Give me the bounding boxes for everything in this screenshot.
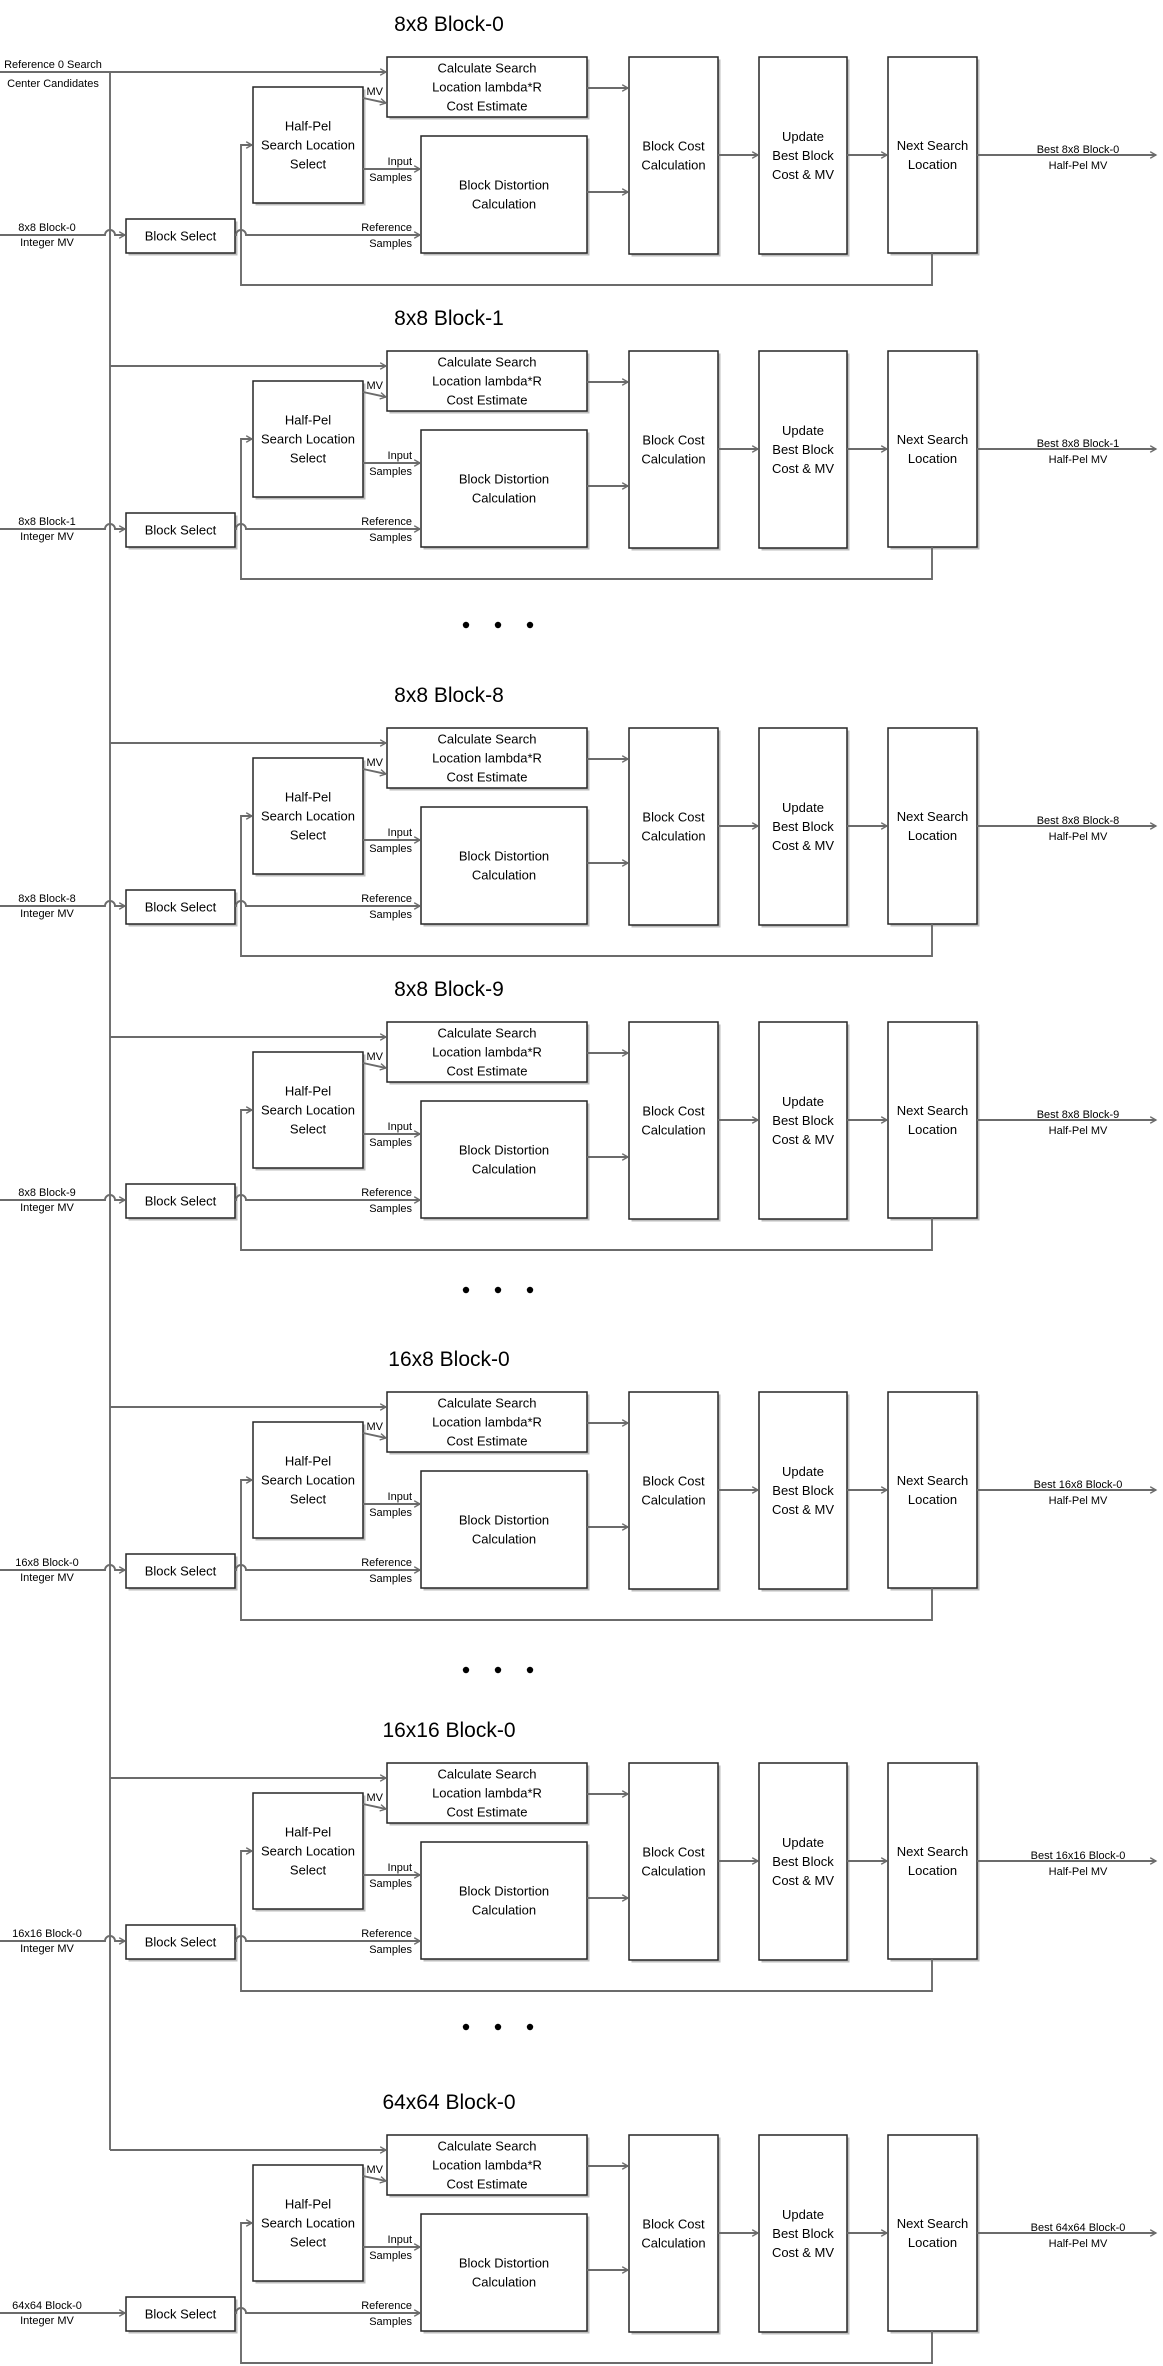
output-label-line2: Half-Pel MV	[1048, 454, 1108, 466]
next-search-box-label: Location	[907, 828, 958, 844]
update-best-box-label: Cost & MV	[771, 167, 835, 183]
calculate-cost-box	[387, 1022, 590, 1085]
reference-candidates-line1: Reference 0 Search	[4, 59, 102, 71]
block-distortion-box-label: Block Distortion	[458, 1883, 550, 1899]
block-distortion-box	[421, 807, 590, 927]
block-distortion-box-frame	[421, 1471, 587, 1588]
output-label-line1: Best 8x8 Block-0	[1036, 144, 1120, 156]
reference-candidates-line2: Center Candidates	[7, 78, 99, 90]
half-pel-select-box-label: Search Location	[261, 431, 355, 447]
ellipsis-dot	[463, 1287, 469, 1293]
block-cost-box	[629, 1022, 721, 1222]
update-best-box-label: Cost & MV	[771, 1132, 835, 1148]
input-label-line1: 8x8 Block-0	[18, 222, 76, 234]
calculate-cost-box-label: Location lambda*R	[432, 79, 542, 95]
half-pel-select-box-label: Half-Pel	[284, 1824, 332, 1840]
label-reference-samples-line2: Samples	[369, 238, 412, 250]
update-best-box-label: Update	[782, 423, 824, 439]
ellipsis-dot	[527, 1667, 533, 1673]
calculate-cost-box-label: Location lambda*R	[432, 1414, 542, 1430]
block-distortion-box-label: Block Distortion	[458, 177, 550, 193]
block-distortion-box-frame	[421, 1842, 587, 1959]
input-label-line2: Integer MV	[20, 2315, 74, 2327]
block-cost-box-frame	[629, 1022, 718, 1219]
next-search-box-label: Location	[907, 451, 958, 467]
block-distortion-box	[421, 1471, 590, 1591]
block-select-box-label: Block Select	[144, 2306, 217, 2322]
next-search-box-label: Next Search	[896, 2216, 969, 2232]
half-pel-select-box-label: Search Location	[261, 137, 355, 153]
block-cost-box-frame	[629, 1763, 718, 1960]
half-pel-select-box-label: Search Location	[261, 1843, 355, 1859]
block-distortion-box-frame	[421, 136, 587, 253]
block-select-box	[126, 890, 238, 927]
update-best-box	[759, 351, 850, 551]
calculate-cost-box	[387, 57, 590, 120]
label-reference-samples-line1: Reference	[361, 516, 412, 528]
next-search-box-frame	[888, 1392, 977, 1588]
half-pel-select-box-label: Search Location	[261, 2215, 355, 2231]
block-select-box-label: Block Select	[144, 522, 217, 538]
label-mv: MV	[366, 2164, 383, 2176]
block-select-box	[126, 2297, 238, 2334]
calculate-cost-box-label: Cost Estimate	[446, 769, 528, 785]
next-search-box-frame	[888, 57, 977, 253]
half-pel-select-box-label: Half-Pel	[284, 1083, 332, 1099]
calculate-cost-box-label: Location lambda*R	[432, 1785, 542, 1801]
next-search-box	[888, 1392, 980, 1591]
label-input-samples-line1: Input	[387, 2234, 412, 2246]
update-best-box-label: Update	[782, 1835, 824, 1851]
update-best-box-label: Best Block	[772, 1483, 834, 1499]
section-title: 8x8 Block-9	[394, 978, 504, 1001]
half-pel-select-box-label: Search Location	[261, 1472, 355, 1488]
block-distortion-box-frame	[421, 1101, 587, 1218]
half-pel-select-box-label: Half-Pel	[284, 1453, 332, 1469]
label-reference-samples-line1: Reference	[361, 1557, 412, 1569]
label-reference-samples-line1: Reference	[361, 222, 412, 234]
label-mv: MV	[366, 86, 383, 98]
ellipsis-dot	[495, 2024, 501, 2030]
ellipsis-dot	[495, 1667, 501, 1673]
half-pel-select-box-label: Half-Pel	[284, 412, 332, 428]
block-cost-box-label: Calculation	[641, 828, 706, 844]
block-select-box	[126, 513, 238, 550]
label-input-samples-line2: Samples	[369, 172, 412, 184]
label-reference-samples-line2: Samples	[369, 2316, 412, 2328]
block-cost-box	[629, 351, 721, 551]
block-distortion-box-label: Calculation	[471, 196, 537, 212]
update-best-box	[759, 1763, 850, 1963]
input-label-line1: 8x8 Block-1	[18, 516, 76, 528]
label-mv: MV	[366, 1051, 383, 1063]
block-select-box-label: Block Select	[144, 1563, 217, 1579]
block-cost-box-frame	[629, 728, 718, 925]
input-label-line2: Integer MV	[20, 1943, 74, 1955]
block-cost-box-label: Calculation	[641, 451, 706, 467]
block-cost-box-label: Calculation	[641, 1863, 706, 1879]
block-distortion-box-label: Calculation	[471, 490, 537, 506]
block-distortion-box-label: Block Distortion	[458, 471, 550, 487]
next-search-box-label: Location	[907, 1492, 958, 1508]
block-cost-box	[629, 728, 721, 928]
section-title: 64x64 Block-0	[382, 2091, 516, 2114]
block-cost-box-frame	[629, 57, 718, 254]
block-select-box	[126, 219, 238, 256]
block-distortion-box-label: Calculation	[471, 867, 537, 883]
label-reference-samples-line2: Samples	[369, 1203, 412, 1215]
next-search-box-frame	[888, 728, 977, 924]
update-best-box	[759, 1022, 850, 1222]
label-input-samples-line2: Samples	[369, 466, 412, 478]
next-search-box	[888, 2135, 980, 2334]
block-distortion-box	[421, 2214, 590, 2334]
block-cost-box	[629, 57, 721, 257]
label-reference-samples-line2: Samples	[369, 532, 412, 544]
calculate-cost-box-label: Location lambda*R	[432, 1044, 542, 1060]
output-label-line1: Best 8x8 Block-1	[1036, 438, 1120, 450]
block-select-box-label: Block Select	[144, 1934, 217, 1950]
block-distortion-box-label: Block Distortion	[458, 2255, 550, 2271]
section-title: 8x8 Block-8	[394, 684, 504, 707]
label-input-samples-line2: Samples	[369, 843, 412, 855]
half-pel-select-box	[253, 758, 366, 877]
calculate-cost-box-label: Calculate Search	[437, 1766, 537, 1782]
next-search-box	[888, 728, 980, 927]
label-mv: MV	[366, 1792, 383, 1804]
output-label-line2: Half-Pel MV	[1048, 160, 1108, 172]
section-title: 16x8 Block-0	[388, 1348, 510, 1371]
block-distortion-box-frame	[421, 2214, 587, 2331]
half-pel-select-box-label: Select	[289, 827, 327, 843]
block-cost-box-label: Block Cost	[642, 1103, 705, 1119]
update-best-box-label: Cost & MV	[771, 1502, 835, 1518]
block-select-box	[126, 1184, 238, 1221]
calculate-cost-box	[387, 2135, 590, 2198]
block-cost-box-label: Block Cost	[642, 432, 705, 448]
ellipsis-dot	[463, 622, 469, 628]
ellipsis-dot	[527, 622, 533, 628]
calculate-cost-box-label: Cost Estimate	[446, 392, 528, 408]
calculate-cost-box-label: Calculate Search	[437, 2138, 537, 2154]
input-label-line2: Integer MV	[20, 1202, 74, 1214]
half-pel-select-box-label: Select	[289, 450, 327, 466]
label-reference-samples-line2: Samples	[369, 1573, 412, 1585]
calculate-cost-box	[387, 1763, 590, 1826]
block-cost-box	[629, 1763, 721, 1963]
next-search-box-frame	[888, 1763, 977, 1959]
label-input-samples-line1: Input	[387, 1862, 412, 1874]
block-select-box-label: Block Select	[144, 1193, 217, 1209]
next-search-box-frame	[888, 2135, 977, 2331]
half-pel-select-box-label: Select	[289, 156, 327, 172]
block-distortion-box	[421, 136, 590, 256]
input-label-line2: Integer MV	[20, 1572, 74, 1584]
label-input-samples-line1: Input	[387, 450, 412, 462]
label-input-samples-line1: Input	[387, 827, 412, 839]
calculate-cost-box-label: Cost Estimate	[446, 1063, 528, 1079]
update-best-box-label: Cost & MV	[771, 461, 835, 477]
update-best-box-label: Best Block	[772, 1113, 834, 1129]
calculate-cost-box	[387, 1392, 590, 1455]
half-pel-select-box	[253, 1422, 366, 1541]
label-reference-samples-line1: Reference	[361, 1928, 412, 1940]
input-label-line2: Integer MV	[20, 531, 74, 543]
ellipsis-dot	[463, 1667, 469, 1673]
block-cost-box-label: Calculation	[641, 1492, 706, 1508]
next-search-box-label: Next Search	[896, 1473, 969, 1489]
label-input-samples-line1: Input	[387, 1121, 412, 1133]
update-best-box	[759, 57, 850, 257]
next-search-box-label: Location	[907, 2235, 958, 2251]
label-input-samples-line1: Input	[387, 1491, 412, 1503]
half-pel-select-box-label: Search Location	[261, 808, 355, 824]
update-best-box-label: Update	[782, 129, 824, 145]
input-label-line2: Integer MV	[20, 908, 74, 920]
calculate-cost-box-label: Cost Estimate	[446, 1804, 528, 1820]
next-search-box-frame	[888, 351, 977, 547]
block-select-box	[126, 1925, 238, 1962]
input-label-line1: 8x8 Block-8	[18, 893, 76, 905]
update-best-box-label: Cost & MV	[771, 838, 835, 854]
label-input-samples-line2: Samples	[369, 2250, 412, 2262]
calculate-cost-box-label: Cost Estimate	[446, 98, 528, 114]
block-distortion-box-frame	[421, 807, 587, 924]
half-pel-select-box	[253, 2165, 366, 2284]
block-distortion-box	[421, 1842, 590, 1962]
half-pel-select-box	[253, 381, 366, 500]
half-pel-select-box-label: Half-Pel	[284, 118, 332, 134]
block-distortion-box-label: Block Distortion	[458, 1142, 550, 1158]
input-label-line1: 16x16 Block-0	[12, 1928, 82, 1940]
update-best-box-label: Best Block	[772, 1854, 834, 1870]
calculate-cost-box-label: Location lambda*R	[432, 373, 542, 389]
section-title: 16x16 Block-0	[382, 1719, 516, 1742]
half-pel-select-box-label: Search Location	[261, 1102, 355, 1118]
update-best-box	[759, 2135, 850, 2335]
label-reference-samples-line1: Reference	[361, 2300, 412, 2312]
half-pel-select-box-label: Select	[289, 1491, 327, 1507]
ellipsis-dot	[495, 1287, 501, 1293]
section-title: 8x8 Block-0	[394, 13, 504, 36]
calculate-cost-box-label: Location lambda*R	[432, 750, 542, 766]
next-search-box-label: Next Search	[896, 809, 969, 825]
block-distortion-box	[421, 1101, 590, 1221]
update-best-box-label: Best Block	[772, 2226, 834, 2242]
output-label-line2: Half-Pel MV	[1048, 1495, 1108, 1507]
output-label-line2: Half-Pel MV	[1048, 831, 1108, 843]
update-best-box-label: Best Block	[772, 148, 834, 164]
update-best-box-label: Update	[782, 1094, 824, 1110]
output-label-line2: Half-Pel MV	[1048, 2238, 1108, 2250]
input-label-line1: 16x8 Block-0	[15, 1557, 79, 1569]
block-cost-box-frame	[629, 351, 718, 548]
block-distortion-box-label: Block Distortion	[458, 1512, 550, 1528]
label-mv: MV	[366, 1421, 383, 1433]
label-reference-samples-line1: Reference	[361, 893, 412, 905]
half-pel-select-box	[253, 1052, 366, 1171]
block-distortion-box	[421, 430, 590, 550]
ellipsis-dot	[495, 622, 501, 628]
next-search-box	[888, 351, 980, 550]
input-label-line2: Integer MV	[20, 237, 74, 249]
calculate-cost-box-label: Calculate Search	[437, 731, 537, 747]
block-cost-box-label: Block Cost	[642, 1844, 705, 1860]
label-input-samples-line2: Samples	[369, 1507, 412, 1519]
calculate-cost-box	[387, 351, 590, 414]
label-mv: MV	[366, 757, 383, 769]
block-cost-box-label: Block Cost	[642, 138, 705, 154]
block-cost-box-label: Block Cost	[642, 1473, 705, 1489]
update-best-box-label: Update	[782, 800, 824, 816]
calculate-cost-box-label: Calculate Search	[437, 1025, 537, 1041]
block-cost-box-label: Block Cost	[642, 2216, 705, 2232]
next-search-box-label: Next Search	[896, 138, 969, 154]
label-input-samples-line1: Input	[387, 156, 412, 168]
block-cost-box-label: Calculation	[641, 157, 706, 173]
block-cost-box-frame	[629, 1392, 718, 1589]
block-cost-box-label: Calculation	[641, 2235, 706, 2251]
update-best-box-label: Cost & MV	[771, 2245, 835, 2261]
half-pel-select-box-label: Select	[289, 1862, 327, 1878]
next-search-box	[888, 1022, 980, 1221]
block-distortion-box-label: Calculation	[471, 1531, 537, 1547]
output-label-line1: Best 64x64 Block-0	[1030, 2222, 1126, 2234]
block-distortion-box-label: Calculation	[471, 2274, 537, 2290]
calculate-cost-box-label: Calculate Search	[437, 60, 537, 76]
half-pel-select-box-label: Half-Pel	[284, 789, 332, 805]
ellipsis-dot	[463, 2024, 469, 2030]
half-pel-select-box-label: Select	[289, 1121, 327, 1137]
label-input-samples-line2: Samples	[369, 1137, 412, 1149]
block-select-box-label: Block Select	[144, 228, 217, 244]
next-search-box-label: Location	[907, 1863, 958, 1879]
block-select-box-label: Block Select	[144, 899, 217, 915]
block-cost-box	[629, 1392, 721, 1592]
next-search-box-label: Next Search	[896, 1844, 969, 1860]
calculate-cost-box-label: Calculate Search	[437, 1395, 537, 1411]
block-distortion-box-frame	[421, 430, 587, 547]
block-distortion-box-label: Block Distortion	[458, 848, 550, 864]
ellipsis-dot	[527, 1287, 533, 1293]
half-pel-select-box	[253, 87, 366, 206]
update-best-box	[759, 728, 850, 928]
block-cost-box-label: Calculation	[641, 1122, 706, 1138]
calculate-cost-box-label: Calculate Search	[437, 354, 537, 370]
next-search-box-label: Next Search	[896, 432, 969, 448]
update-best-box-label: Update	[782, 2207, 824, 2223]
block-select-box	[126, 1554, 238, 1591]
label-reference-samples-line2: Samples	[369, 909, 412, 921]
calculate-cost-box-label: Cost Estimate	[446, 1433, 528, 1449]
section-title: 8x8 Block-1	[394, 307, 504, 330]
next-search-box-label: Location	[907, 157, 958, 173]
output-label-line1: Best 8x8 Block-8	[1036, 815, 1120, 827]
block-cost-box-label: Block Cost	[642, 809, 705, 825]
calculate-cost-box-label: Cost Estimate	[446, 2176, 528, 2192]
half-pel-select-box-label: Select	[289, 2234, 327, 2250]
calculate-cost-box-label: Location lambda*R	[432, 2157, 542, 2173]
update-best-box-label: Best Block	[772, 442, 834, 458]
label-reference-samples-line1: Reference	[361, 1187, 412, 1199]
output-label-line1: Best 8x8 Block-9	[1036, 1109, 1120, 1121]
ellipsis-dot	[527, 2024, 533, 2030]
label-mv: MV	[366, 380, 383, 392]
output-label-line1: Best 16x16 Block-0	[1030, 1850, 1126, 1862]
next-search-box	[888, 57, 980, 256]
half-pel-select-box-label: Half-Pel	[284, 2196, 332, 2212]
block-distortion-box-label: Calculation	[471, 1902, 537, 1918]
input-label-line1: 8x8 Block-9	[18, 1187, 76, 1199]
next-search-box-frame	[888, 1022, 977, 1218]
next-search-box-label: Next Search	[896, 1103, 969, 1119]
block-distortion-box-label: Calculation	[471, 1161, 537, 1177]
label-reference-samples-line2: Samples	[369, 1944, 412, 1956]
next-search-box	[888, 1763, 980, 1962]
calculate-cost-box	[387, 728, 590, 791]
update-best-box	[759, 1392, 850, 1592]
next-search-box-label: Location	[907, 1122, 958, 1138]
label-input-samples-line2: Samples	[369, 1878, 412, 1890]
update-best-box-label: Cost & MV	[771, 1873, 835, 1889]
output-label-line1: Best 16x8 Block-0	[1033, 1479, 1123, 1491]
output-label-line2: Half-Pel MV	[1048, 1866, 1108, 1878]
half-pel-select-box	[253, 1793, 366, 1912]
input-label-line1: 64x64 Block-0	[12, 2300, 82, 2312]
block-cost-box-frame	[629, 2135, 718, 2332]
block-cost-box	[629, 2135, 721, 2335]
update-best-box-label: Update	[782, 1464, 824, 1480]
update-best-box-label: Best Block	[772, 819, 834, 835]
output-label-line2: Half-Pel MV	[1048, 1125, 1108, 1137]
